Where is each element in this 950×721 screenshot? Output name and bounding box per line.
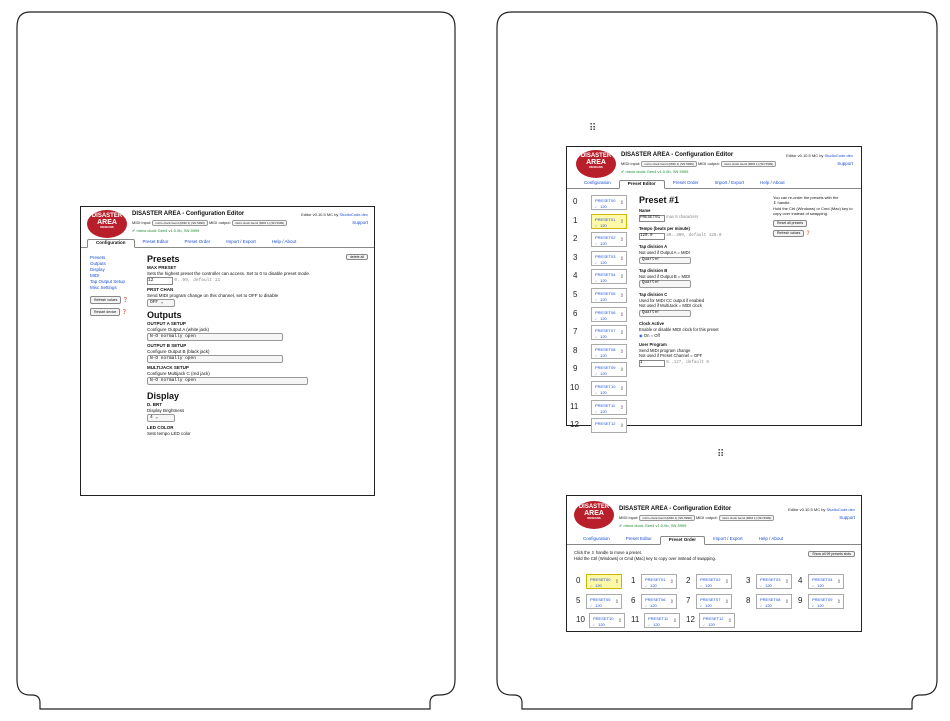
drag-handle-icon[interactable]: ⇕ xyxy=(669,599,674,605)
multijack-label: MULTIJACK SETUP xyxy=(147,365,189,370)
preset-tempo: ♩ 120 xyxy=(595,204,607,209)
drag-handle-icon[interactable]: ⇕ xyxy=(619,386,624,392)
tap-a-select[interactable]: Quarter xyxy=(639,257,691,265)
drag-handle-icon[interactable]: ⇕ xyxy=(784,579,789,585)
preset-editor-screenshot xyxy=(566,146,862,430)
tab-configuration[interactable]: Configuration xyxy=(87,239,135,248)
help-icon[interactable]: ❓ xyxy=(805,230,811,236)
tap-a-desc: Not used if Output A = MIDI xyxy=(639,249,690,255)
tap-c-label: Tap division C xyxy=(639,291,668,297)
preset-slot[interactable] xyxy=(696,574,732,589)
preset-number: 11 xyxy=(631,615,640,624)
outputs-heading: Outputs xyxy=(147,310,182,320)
preset-slot[interactable] xyxy=(586,594,622,609)
output-a-desc: Configure Output A (white jack) xyxy=(147,327,210,332)
editor-version: Editor v0.10.5 MC by StudioCode.dev xyxy=(786,153,853,158)
drag-handle-icon[interactable]: ⇕ xyxy=(619,330,624,337)
preset-slot[interactable] xyxy=(808,594,844,609)
preset-number: 1 xyxy=(631,576,636,585)
brightness-desc: Display Brightness xyxy=(147,408,185,413)
user-program-label: User Program xyxy=(639,342,667,348)
preset-number: 7 xyxy=(686,596,691,605)
device-status: ✔ micro.clock Gen4 v1.0.0b, SN 5999 xyxy=(621,169,689,174)
preset-number: 5 xyxy=(576,596,581,605)
tap-b-desc: Not used if Output B = MIDI xyxy=(639,273,691,279)
preset-name: PRESET06 xyxy=(595,309,616,315)
preset-tempo: ♩ 120 xyxy=(595,408,607,414)
drag-handle-icon[interactable]: ⇕ xyxy=(724,599,729,605)
help-icon[interactable]: ❓ xyxy=(122,297,129,302)
preset-tempo: ♩ 120 xyxy=(645,603,657,608)
reorder-note-1: You can re-order the presets with the xyxy=(773,195,839,200)
delete-all-button[interactable]: delete all xyxy=(346,254,368,260)
tab-bar xyxy=(81,239,374,248)
disaster-area-logo: DISASTER AREA DESIGNS xyxy=(576,150,616,178)
preset-slot[interactable] xyxy=(644,613,680,628)
app-title: DISASTER AREA - Configuration Editor xyxy=(621,152,734,158)
preset-tempo: ♩ 120 xyxy=(595,352,607,358)
preset-tempo: ♩ 120 xyxy=(595,241,607,247)
preset-name: PRESET08 xyxy=(595,346,616,352)
disaster-area-logo: DISASTER AREA DESIGNS xyxy=(87,210,127,238)
preset-slot[interactable] xyxy=(756,594,792,609)
midi-io-row: MIDI input: micro.clock Gen4 (MIDI 1) (SN 5999) MIDI output: micro.clock Gen4 (MIDI 1) (SN 5999) xyxy=(619,515,774,521)
preset-slot[interactable] xyxy=(591,344,627,359)
preset-tempo: ♩ 120 xyxy=(595,315,607,321)
preset-slot[interactable] xyxy=(591,325,627,340)
drag-handle-icon[interactable]: ⇕ xyxy=(619,200,624,206)
sidebar-item-misc-settings[interactable]: Misc Settings xyxy=(90,285,117,290)
reorder-note-2: handle. xyxy=(777,200,791,206)
show-all-presets-button[interactable]: Show all 99 presets slots xyxy=(808,551,855,557)
drag-handle-icon[interactable]: ⇕ xyxy=(727,618,732,624)
tab-preset-order[interactable]: Preset Order xyxy=(672,180,699,185)
tempo-label: Tempo (beats per minute) xyxy=(639,226,690,232)
drag-handle-icon[interactable]: ⇕ xyxy=(619,237,624,244)
device-status: ✔ micro.clock Gen4 v1.0.0b, SN 5999 xyxy=(132,228,200,233)
brightness-label: D. BRT xyxy=(147,402,162,407)
user-program-input[interactable]: 1 xyxy=(639,360,665,368)
preset-number: 4 xyxy=(573,271,578,281)
preset-slot[interactable] xyxy=(591,288,627,303)
preset-name: PRESET03 xyxy=(595,253,616,259)
sidebar-item-display[interactable]: Display xyxy=(90,267,105,272)
tab-bar xyxy=(567,180,861,189)
tab-help-about[interactable]: Help / About xyxy=(271,239,297,244)
preset-name: PRESET10 xyxy=(593,616,614,621)
multijack-select[interactable]: N-O normally open xyxy=(147,377,308,385)
config-sidebar xyxy=(90,255,142,316)
studiocode-link[interactable]: StudioCode.dev xyxy=(824,153,853,158)
tap-b-label: Tap division B xyxy=(639,268,668,274)
drag-handle-icon[interactable]: ⇕ xyxy=(784,599,789,605)
drag-handle-icon[interactable]: ⇕ xyxy=(619,218,624,225)
preset-tempo: ♩ 120 xyxy=(700,603,712,608)
preset-number: 0 xyxy=(573,197,578,206)
preset-name: PRESET09 xyxy=(812,597,833,602)
device-status: ✔ micro.clock Gen4 v1.0.0b, SN 5999 xyxy=(619,523,687,528)
tab-preset-editor[interactable]: Preset Editor xyxy=(619,180,665,189)
max-preset-hint: 0..99, default 11 xyxy=(174,278,221,283)
preset-tempo: ♩ 120 xyxy=(812,583,824,588)
restart-device-button[interactable]: Restart device xyxy=(90,308,120,316)
midi-io-row: MIDI input: micro.clock Gen4 (MIDI 1) (SN 5999) MIDI output: micro.clock Gen4 (MIDI 1) (SN 5999) xyxy=(621,161,776,167)
editor-version: Editor v0.10.5 MC by StudioCode.dev xyxy=(788,507,855,512)
tempo-hint: 30..300, default 120.0 xyxy=(666,233,722,238)
preset-tempo: ♩ 120 xyxy=(595,297,607,302)
tab-import-export[interactable]: Import / Export xyxy=(226,239,256,244)
drag-handle-icon[interactable]: ⇕ xyxy=(619,404,624,411)
studiocode-link[interactable]: StudioCode.dev xyxy=(826,507,855,512)
preset-tempo: ♩ 120 xyxy=(700,583,712,588)
drag-handle-icon[interactable]: ⇕ xyxy=(619,274,624,281)
prst-chan-select[interactable]: OFF ⌄ xyxy=(147,299,175,307)
studiocode-link[interactable]: StudioCode.dev xyxy=(339,212,368,217)
prst-chan-desc: Send MIDI program change on this channel, set to OFF to disable xyxy=(147,293,279,298)
config-main xyxy=(147,254,369,437)
multijack-desc: Configure Multijack C (red jack) xyxy=(147,371,210,376)
clock-active-desc: Enable or disable MIDI clock for this preset xyxy=(639,326,719,332)
refresh-values-button[interactable]: Refresh values xyxy=(90,296,121,304)
preset-name: PRESET04 xyxy=(812,577,833,582)
led-color-desc: Sets tempo LED color xyxy=(147,431,191,436)
support-link[interactable]: Support xyxy=(352,220,368,225)
tap-c-desc-1: Used for MIDI CC output if enabled xyxy=(639,297,705,303)
drag-handle-icon[interactable]: ⇕ xyxy=(836,599,841,605)
drag-handle-icon[interactable]: ⇕ xyxy=(619,367,624,374)
preset-number: 5 xyxy=(573,290,578,299)
preset-name: PRESET04 xyxy=(595,272,616,278)
order-instruction-2: Hold the Ctrl (Windows) or Cmd (Mac) key to copy over instead of swapping. xyxy=(574,556,716,561)
preset-name: PRESET12 xyxy=(703,616,724,621)
preset-slot[interactable] xyxy=(591,251,627,266)
preset-number: 8 xyxy=(573,345,578,355)
drag-handle-icon[interactable]: ⇕ xyxy=(619,311,624,318)
app-title: DISASTER AREA - Configuration Editor xyxy=(619,506,732,512)
tab-help-about[interactable]: Help / About xyxy=(758,536,784,541)
tempo-input[interactable]: 120.0 xyxy=(639,233,665,241)
reorder-note-3: Hold the Ctrl (Windows) or Cmd (Mac) key to copy over instead of swapping. xyxy=(773,205,853,217)
preset-name: PRESET07 xyxy=(595,328,616,334)
name-input[interactable]: PRESET01 xyxy=(639,215,665,223)
drag-handle-icon[interactable]: ⇕ xyxy=(617,618,622,624)
drag-handle-icon[interactable]: ⇕ xyxy=(614,599,619,605)
preset-slot[interactable] xyxy=(591,362,627,377)
preset-slot[interactable] xyxy=(641,594,677,609)
preset-name: PRESET02 xyxy=(595,235,616,241)
preset-tempo: ♩ 120 xyxy=(595,259,607,265)
tab-import-export[interactable]: Import / Export xyxy=(714,180,745,185)
tab-preset-order[interactable]: Preset Order xyxy=(184,239,211,244)
support-link[interactable]: Support xyxy=(837,161,853,166)
preset-number: 10 xyxy=(570,383,579,392)
preset-name: PRESET12 xyxy=(595,421,616,427)
preset-number: 7 xyxy=(573,327,578,337)
preset-slot[interactable] xyxy=(589,613,625,628)
preset-name: PRESET02 xyxy=(700,577,721,582)
preset-number: 4 xyxy=(798,576,803,585)
tab-preset-order[interactable]: Preset Order xyxy=(660,536,705,545)
drag-grip-icon[interactable]: ⠿ xyxy=(717,449,725,460)
midi-io-row: MIDI input: micro.clock Gen4 (MIDI 1) (SN 5999) MIDI output: micro.clock Gen4 (MIDI 1) (SN 5999) xyxy=(132,220,287,226)
preset-slot[interactable] xyxy=(641,574,677,589)
tap-b-select[interactable]: Quarter xyxy=(639,280,691,288)
preset-name: PRESET01 xyxy=(645,577,666,582)
prst-chan-label: PRST CHAN xyxy=(147,287,174,292)
preset-name: PRESET06 xyxy=(645,597,666,602)
preset-slot[interactable] xyxy=(591,307,627,322)
preset-order-grid xyxy=(567,496,863,633)
clock-off-label: Off xyxy=(654,332,660,338)
drag-handle-icon[interactable]: ⇕ xyxy=(619,293,624,299)
user-program-desc-2: Not used if Preset Channel = OFF xyxy=(639,353,703,359)
disaster-area-logo: DISASTER AREA DESIGNS xyxy=(574,501,614,529)
preset-number: 8 xyxy=(746,596,751,605)
preset-number: 10 xyxy=(576,615,585,624)
preset-slot[interactable] xyxy=(756,574,792,589)
display-heading: Display xyxy=(147,391,180,401)
tap-c-select[interactable]: Quarter xyxy=(639,310,691,318)
drag-handle-icon[interactable]: ⇕ xyxy=(836,579,841,585)
sidebar-item-tap-output-setup[interactable]: Tap Output Setup xyxy=(90,279,126,284)
preset-number: 12 xyxy=(570,420,579,430)
output-b-select[interactable]: N-O normally open xyxy=(147,355,283,363)
drag-handle-icon[interactable]: ⇕ xyxy=(619,423,624,430)
preset-slot[interactable] xyxy=(591,232,627,247)
preset-order-screenshot xyxy=(566,495,862,632)
name-label: Name xyxy=(639,208,651,213)
preset-number: 2 xyxy=(686,576,691,585)
preset-slot[interactable] xyxy=(591,195,627,210)
preset-tempo: ♩ 120 xyxy=(595,371,607,377)
preset-tempo: ♩ 120 xyxy=(593,622,605,627)
preset-form xyxy=(639,194,769,367)
preset-slot[interactable] xyxy=(591,400,627,415)
preset-name: PRESET07 xyxy=(700,597,721,602)
drag-handle-icon[interactable]: ⇕ xyxy=(672,618,677,624)
preset-tempo: ♩ 120 xyxy=(648,622,660,627)
preset-tempo: ♩ 120 xyxy=(760,603,772,608)
tab-preset-editor[interactable]: Preset Editor xyxy=(625,536,652,541)
preset-name: PRESET05 xyxy=(590,597,611,602)
sidebar-item-midi[interactable]: MIDI xyxy=(90,273,100,278)
tab-configuration[interactable]: Configuration xyxy=(584,180,611,185)
preset-tempo: ♩ 120 xyxy=(760,583,772,588)
preset-slot[interactable] xyxy=(699,613,735,628)
midi-output-select[interactable]: micro.clock Gen4 (MIDI 1) (SN 5999) xyxy=(719,515,774,521)
editor-version: Editor v0.10.5 MC by StudioCode.dev xyxy=(301,212,368,217)
order-instruction-1: Click the ⇕ handle to move a preset. xyxy=(574,550,642,555)
preset-number: 12 xyxy=(686,615,695,624)
clock-on-radio[interactable]: ◉ xyxy=(639,332,643,338)
max-preset-label: MAX PRESET xyxy=(147,265,177,270)
handle-icon: ⇕ xyxy=(773,200,777,206)
preset-tempo: ♩ 120 xyxy=(595,222,607,228)
presets-heading: Presets xyxy=(147,254,180,264)
preset-name: PRESET11 xyxy=(648,616,669,621)
preset-tempo: ♩ 120 xyxy=(595,390,607,395)
brightness-select[interactable]: 4 ⌄ xyxy=(147,414,175,422)
preset-name: PRESET00 xyxy=(595,198,616,203)
preset-name: PRESET05 xyxy=(595,291,616,296)
preset-number: 1 xyxy=(573,215,578,225)
preset-name: PRESET09 xyxy=(595,365,616,371)
preset-name: PRESET01 xyxy=(595,216,616,222)
preset-slot[interactable] xyxy=(696,594,732,609)
drag-grip-icon[interactable]: ⠿ xyxy=(589,123,597,134)
name-hint: max 8 characters xyxy=(666,213,699,219)
preset-number: 6 xyxy=(631,596,636,605)
midi-output-select[interactable]: micro.clock Gen4 (MIDI 1) (SN 5999) xyxy=(721,161,776,167)
tap-a-label: Tap division A xyxy=(639,244,668,250)
max-preset-input[interactable]: 12 xyxy=(147,277,173,285)
preset-list xyxy=(567,193,629,430)
preset-name: PRESET11 xyxy=(595,402,616,408)
tap-c-desc-2: Not used if MultiJack = MIDI clock xyxy=(639,303,702,309)
preset-tempo: ♩ 120 xyxy=(590,583,602,588)
drag-handle-icon[interactable]: ⇕ xyxy=(619,348,624,355)
preset-tempo: ♩ 120 xyxy=(645,583,657,588)
output-a-select[interactable]: N-O normally open xyxy=(147,333,283,341)
preset-name: PRESET00 xyxy=(590,577,611,582)
tab-preset-editor[interactable]: Preset Editor xyxy=(142,239,169,244)
midi-input-select[interactable]: micro.clock Gen4 (MIDI 1) (SN 5999) xyxy=(639,515,694,521)
drag-handle-icon[interactable]: ⇕ xyxy=(614,579,619,585)
preset-editor-help xyxy=(773,195,857,237)
preset-number: 6 xyxy=(573,308,578,318)
preset-number: 9 xyxy=(573,364,578,374)
preset-slot[interactable] xyxy=(591,418,627,433)
tab-configuration[interactable]: Configuration xyxy=(583,536,610,541)
sidebar-item-presets[interactable]: Presets xyxy=(90,255,106,260)
led-color-label: LED COLOR xyxy=(147,425,174,430)
preset-number: 0 xyxy=(576,576,581,585)
preset-name: PRESET08 xyxy=(760,597,781,602)
output-b-desc: Configure Output B (black jack) xyxy=(147,349,210,354)
tab-import-export[interactable]: Import / Export xyxy=(713,536,743,541)
drag-handle-icon[interactable]: ⇕ xyxy=(724,579,729,585)
drag-handle-icon[interactable]: ⇕ xyxy=(669,579,674,585)
user-program-desc-1: Send MIDI program change xyxy=(639,347,691,353)
midi-output-select[interactable]: micro.clock Gen4 (MIDI 1) (SN 5999) xyxy=(232,220,287,226)
output-b-label: OUTPUT B SETUP xyxy=(147,343,187,348)
preset-tempo: ♩ 120 xyxy=(595,278,607,284)
clock-active-label: Clock Active xyxy=(639,321,664,327)
clock-on-label: On xyxy=(643,332,650,338)
clock-off-radio[interactable]: ○ xyxy=(650,332,654,338)
preset-tempo: ♩ 120 xyxy=(590,603,602,608)
midi-input-select[interactable]: micro.clock Gen4 (MIDI 1) (SN 5999) xyxy=(641,161,696,167)
max-preset-desc: Sets the highest preset the controller can access. Set to 0 to disable preset mode. xyxy=(147,271,311,276)
support-link[interactable]: Support xyxy=(839,515,855,520)
preset-slot[interactable] xyxy=(808,574,844,589)
preset-name: PRESET03 xyxy=(760,577,781,582)
app-title: DISASTER AREA - Configuration Editor xyxy=(132,211,245,217)
help-icon[interactable]: ❓ xyxy=(121,309,128,314)
preset-number: 9 xyxy=(798,596,803,605)
user-program-hint: 0..127, default 0 xyxy=(666,360,709,365)
configuration-screenshot xyxy=(80,206,375,496)
preset-number: 2 xyxy=(573,234,578,244)
preset-heading: Preset #1 xyxy=(639,195,680,205)
preset-slot[interactable] xyxy=(586,574,622,589)
preset-tempo: ♩ 120 xyxy=(703,622,715,627)
refresh-values-button[interactable]: Refresh values xyxy=(773,230,804,237)
drag-handle-icon[interactable]: ⇕ xyxy=(619,255,624,262)
output-a-label: OUTPUT A SETUP xyxy=(147,321,186,326)
preset-tempo: ♩ 120 xyxy=(812,603,824,608)
preset-name: PRESET10 xyxy=(595,384,616,389)
preset-slot[interactable] xyxy=(591,269,627,284)
midi-input-select[interactable]: micro.clock Gen4 (MIDI 1) (SN 5999) xyxy=(152,220,207,226)
tab-help-about[interactable]: Help / About xyxy=(760,180,785,185)
preset-slot[interactable] xyxy=(591,381,627,396)
preset-number: 3 xyxy=(746,576,751,585)
preset-number: 11 xyxy=(570,401,579,411)
sidebar-item-outputs[interactable]: Outputs xyxy=(90,261,106,266)
preset-number: 3 xyxy=(573,252,578,262)
preset-tempo: ♩ 120 xyxy=(595,334,607,340)
preset-slot[interactable] xyxy=(591,214,627,229)
reset-all-presets-button[interactable]: Reset all presets xyxy=(773,220,807,227)
